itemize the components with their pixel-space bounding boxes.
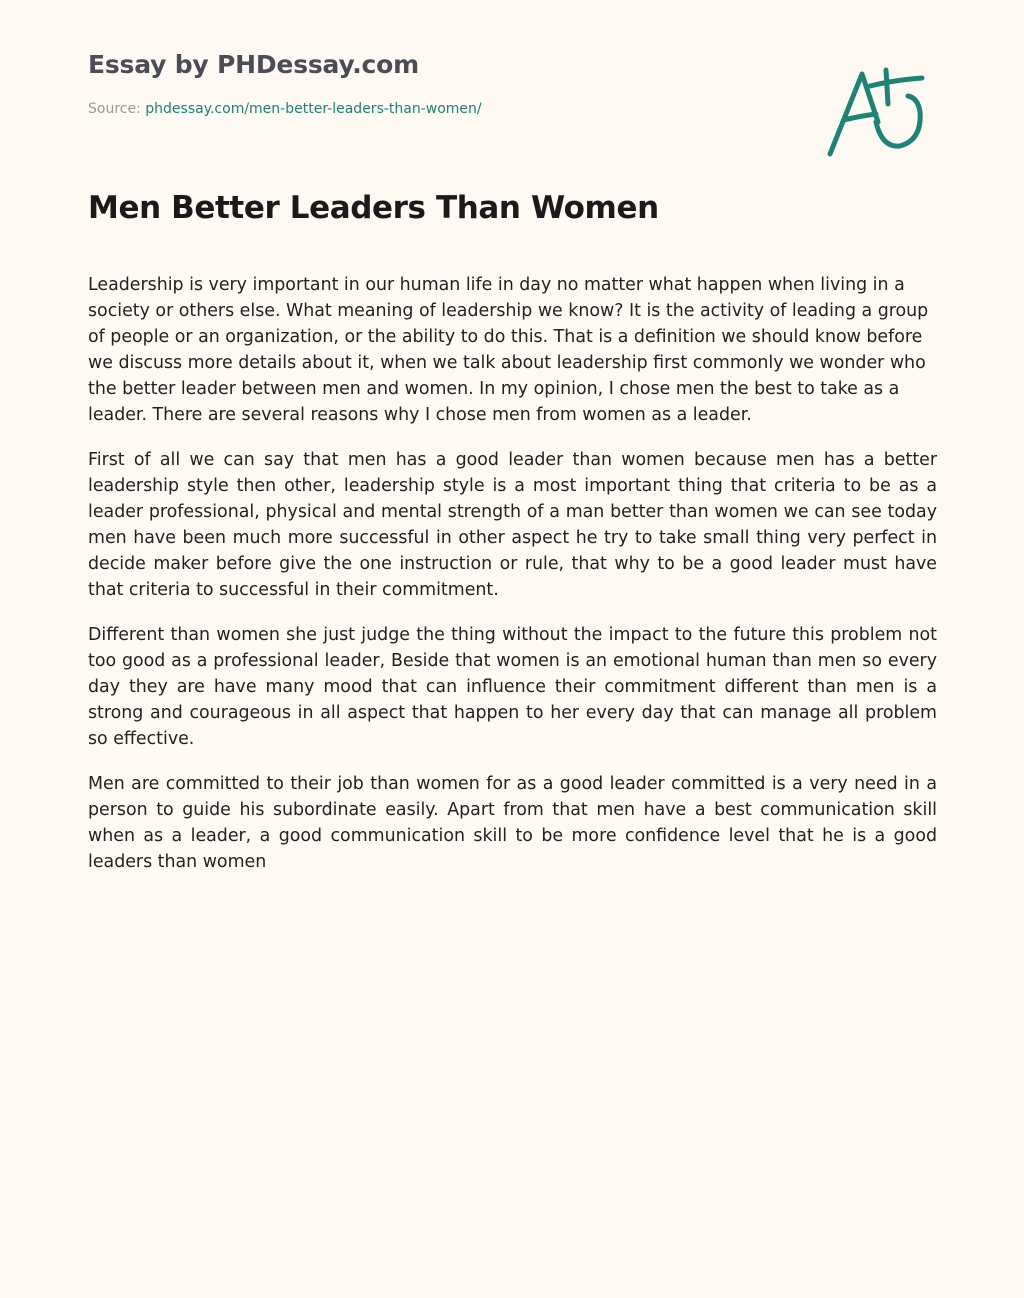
essay-paragraph: Different than women she just judge the thing without the impact to the future this problem not too good as a professional leader, Beside that women is an emotional human than men so every day they are have many mood that can influence their commitment different than men is a strong and courageous in all aspect that happen to her every day that can manage all problem so effective. [88,625,937,749]
source-link[interactable]: phdessay.com/men-better-leaders-than-women/ [145,101,482,117]
source-label: Source: [88,101,141,117]
site-brand: Essay by PHDessay.com [88,50,419,79]
essay-title: Men Better Leaders Than Women [88,190,659,226]
essay-paragraph: Men are committed to their job than women for as a good leader committed is a very need in a person to guide his subordinate easily. Apart from that men have a best communication skill when as a leader, a good communication skill to be more confidence level that he is a good leaders than women [88,774,937,872]
essay-body [88,272,937,894]
source-line [88,101,482,117]
essay-paragraph: First of all we can say that men has a good leader than women because men has a better leadership style then other, leadership style is a most important thing that criteria to be as a leader professional, physical and mental strength of a man better than women we can see today men have been much more successful in other aspect he try to take small thing very perfect in decide maker before give the one instruction or rule, that why to be a good leader must have that criteria to successful in their commitment. [88,450,937,600]
a-plus-grade-icon [824,64,928,160]
essay-paragraph: Leadership is very important in our human life in day no matter what happen when living in a society or others else. What meaning of leadership we know? It is the activity of leading a group of people or an organization, or the ability to do this. That is a definition we should know before we discuss more details about it, when we talk about leadership first commonly we wonder who the better leader between men and women. In my opinion, I chose men the best to take as a leader. There are several reasons why I chose men from women as a leader. [88,275,929,425]
